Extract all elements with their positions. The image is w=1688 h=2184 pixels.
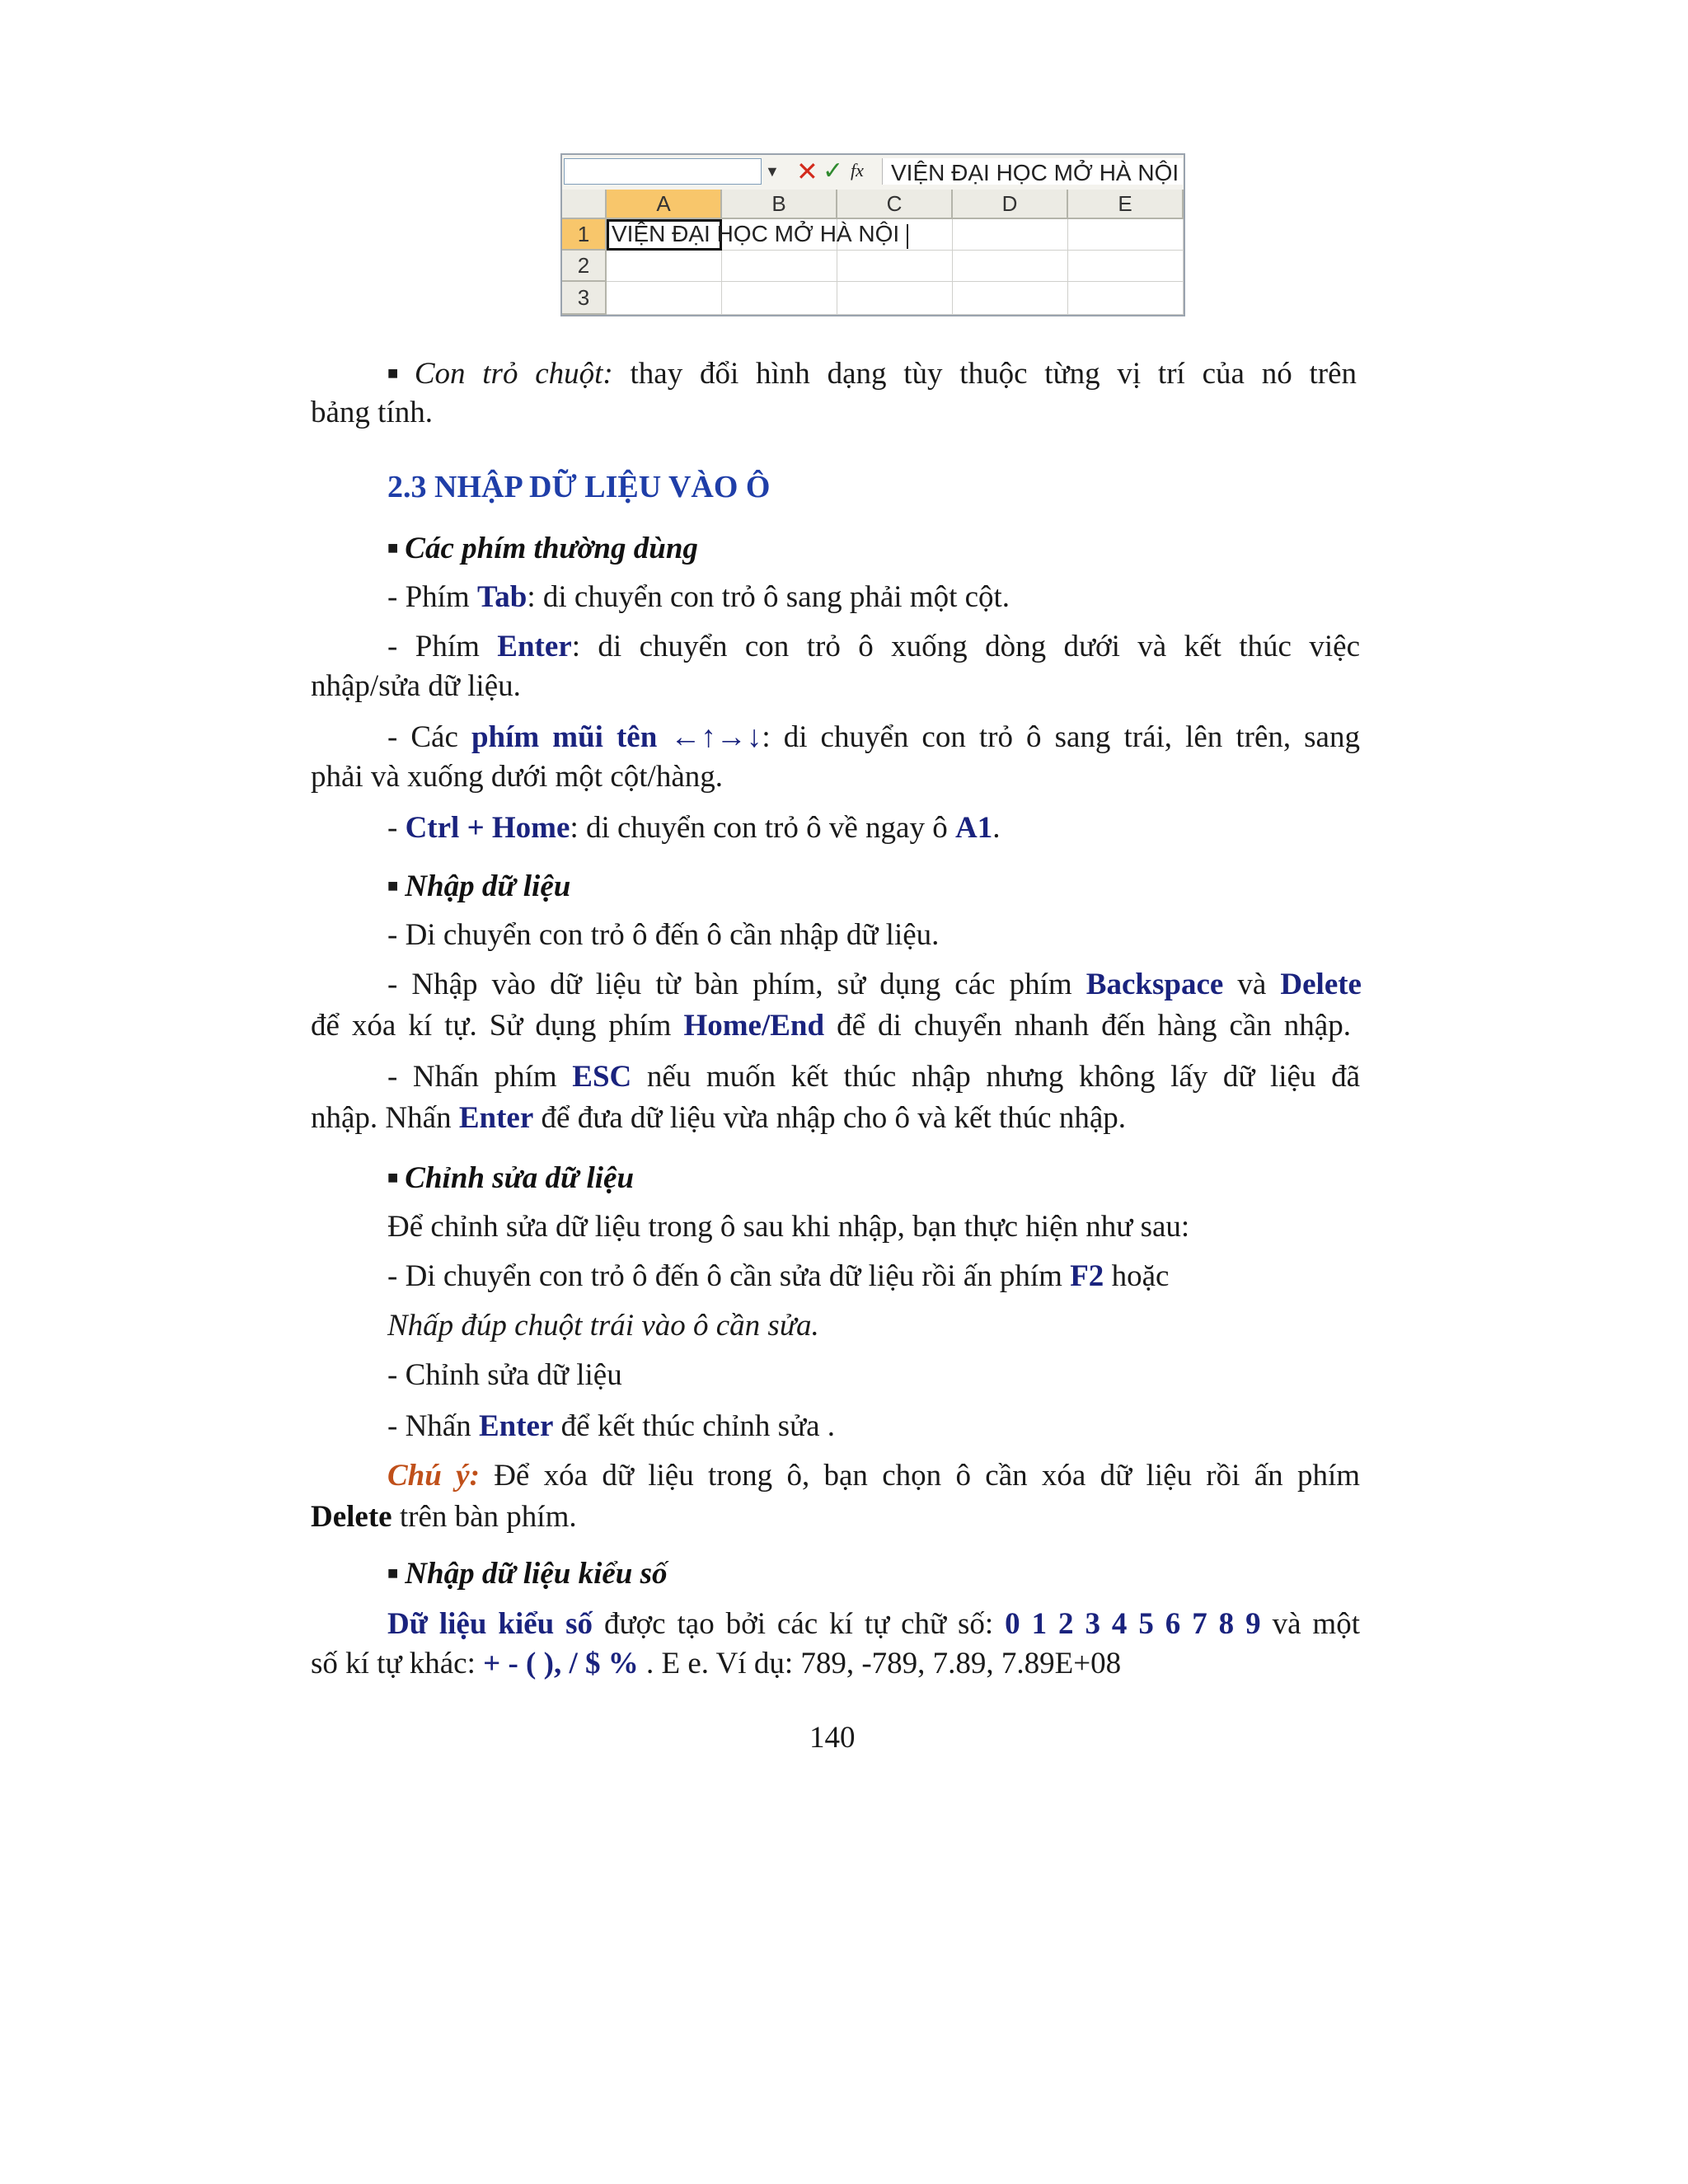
cell-a2[interactable] xyxy=(607,251,722,282)
line-esc: - Nhấn phím ESC nếu muốn kết thúc nhập nhưng không lấy dữ liệu đã xyxy=(387,1060,1360,1094)
select-all-corner[interactable] xyxy=(562,190,607,219)
bullet-icon: ■ xyxy=(387,1563,399,1583)
column-header-b[interactable]: B xyxy=(722,190,837,219)
line-edit-intro: Để chỉnh sửa dữ liệu trong ô sau khi nhập, bạn thực hiện như sau: xyxy=(387,1210,1190,1244)
line-arrow-keys: - Các phím mũi tên ←↑→↓: di chuyển con trỏ ô sang trái, lên trên, sang xyxy=(387,720,1360,754)
name-box[interactable] xyxy=(564,158,762,185)
bullet-icon: ■ xyxy=(387,875,399,896)
paragraph-mouse-pointer: ■ Con trỏ chuột: thay đổi hình dạng tùy thuộc từng vị trí của nó trên xyxy=(387,357,1357,391)
formula-text: VIỆN ĐẠI HỌC MỞ HÀ NỘI xyxy=(891,160,1179,185)
row-header-2[interactable]: 2 xyxy=(562,251,607,282)
bullet-icon: ■ xyxy=(387,363,408,383)
cell-a3[interactable] xyxy=(607,282,722,315)
cancel-icon[interactable]: ✕ xyxy=(796,157,818,186)
bullet-icon: ■ xyxy=(387,1167,399,1188)
line-double-click: Nhấp đúp chuột trái vào ô cần sửa. xyxy=(387,1309,819,1343)
cell-b2[interactable] xyxy=(722,251,837,282)
subheading-numeric-data: ■ Nhập dữ liệu kiểu số xyxy=(387,1557,668,1591)
subheading-enter-data: ■ Nhập dữ liệu xyxy=(387,869,571,903)
line-numeric-def: Dữ liệu kiểu số được tạo bởi các kí tự chữ số: 0 1 2 3 4 5 6 7 8 9 và một xyxy=(387,1607,1360,1641)
bullet-icon: ■ xyxy=(387,537,399,558)
line-esc-cont: nhập. Nhấn Enter để đưa dữ liệu vừa nhập cho ô và kết thúc nhập. xyxy=(311,1101,1127,1135)
column-header-c[interactable]: C xyxy=(837,190,953,219)
check-icon[interactable]: ✓ xyxy=(823,157,844,185)
line-numeric-chars: số kí tự khác: + - ( ), / $ % . E e. Ví dụ: 789, -789, 7.89, 7.89E+08 xyxy=(311,1647,1122,1680)
subheading-common-keys: ■ Các phím thường dùng xyxy=(387,532,698,565)
fx-icon[interactable]: fx xyxy=(851,160,864,180)
row-header-1[interactable]: 1 xyxy=(562,219,607,251)
line-enter-key-cont: nhập/sửa dữ liệu. xyxy=(311,669,521,703)
line-home-end: để xóa kí tự. Sử dụng phím Home/End để di chuyển nhanh đến hàng cần nhập. xyxy=(311,1009,1351,1043)
cell-e1[interactable] xyxy=(1068,219,1184,251)
cell-d3[interactable] xyxy=(953,282,1068,315)
cell-c2[interactable] xyxy=(837,251,953,282)
cell-b3[interactable] xyxy=(722,282,837,315)
line-ctrl-home: - Ctrl + Home: di chuyển con trỏ ô về ngay ô A1. xyxy=(387,811,1001,845)
chevron-down-icon[interactable]: ▼ xyxy=(765,163,780,180)
excel-screenshot xyxy=(560,153,1185,316)
column-header-e[interactable]: E xyxy=(1068,190,1184,219)
cell-c3[interactable] xyxy=(837,282,953,315)
paragraph-line: bảng tính. xyxy=(311,396,433,429)
line-move-cursor: - Di chuyển con trỏ ô đến ô cần nhập dữ liệu. xyxy=(387,918,940,952)
section-heading: 2.3 NHẬP DỮ LIỆU VÀO Ô xyxy=(387,470,771,504)
formula-input[interactable] xyxy=(882,158,1183,185)
cell-e2[interactable] xyxy=(1068,251,1184,282)
line-note-cont: Delete trên bàn phím. xyxy=(311,1500,577,1534)
line-enter-key: - Phím Enter: di chuyển con trỏ ô xuống dòng dưới và kết thúc việc xyxy=(387,630,1360,663)
cell-d2[interactable] xyxy=(953,251,1068,282)
line-tab-key: - Phím Tab: di chuyển con trỏ ô sang phải một cột. xyxy=(387,580,1010,614)
column-header-d[interactable]: D xyxy=(953,190,1068,219)
formula-bar xyxy=(562,155,1184,191)
column-header-a[interactable]: A xyxy=(607,190,722,219)
line-note: Chú ý: Để xóa dữ liệu trong ô, bạn chọn ô cần xóa dữ liệu rồi ấn phím xyxy=(387,1459,1360,1493)
cell-a1-text: VIỆN ĐẠI HỌC MỞ HÀ NỘI xyxy=(612,221,900,246)
text-caret xyxy=(907,224,908,249)
line-edit-data: - Chỉnh sửa dữ liệu xyxy=(387,1358,622,1392)
line-arrow-keys-cont: phải và xuống dưới một cột/hàng. xyxy=(311,760,723,794)
subheading-edit-data: ■ Chỉnh sửa dữ liệu xyxy=(387,1161,635,1195)
cell-e3[interactable] xyxy=(1068,282,1184,315)
page-number: 140 xyxy=(809,1721,856,1755)
line-finish-edit: - Nhấn Enter để kết thúc chỉnh sửa . xyxy=(387,1409,836,1443)
row-header-3[interactable]: 3 xyxy=(562,282,607,315)
line-edit-f2: - Di chuyển con trỏ ô đến ô cần sửa dữ liệu rồi ấn phím F2 hoặc xyxy=(387,1259,1170,1293)
cell-d1[interactable] xyxy=(953,219,1068,251)
line-enter-keyboard: - Nhập vào dữ liệu từ bàn phím, sử dụng các phím Backspace và Delete xyxy=(387,968,1362,1001)
